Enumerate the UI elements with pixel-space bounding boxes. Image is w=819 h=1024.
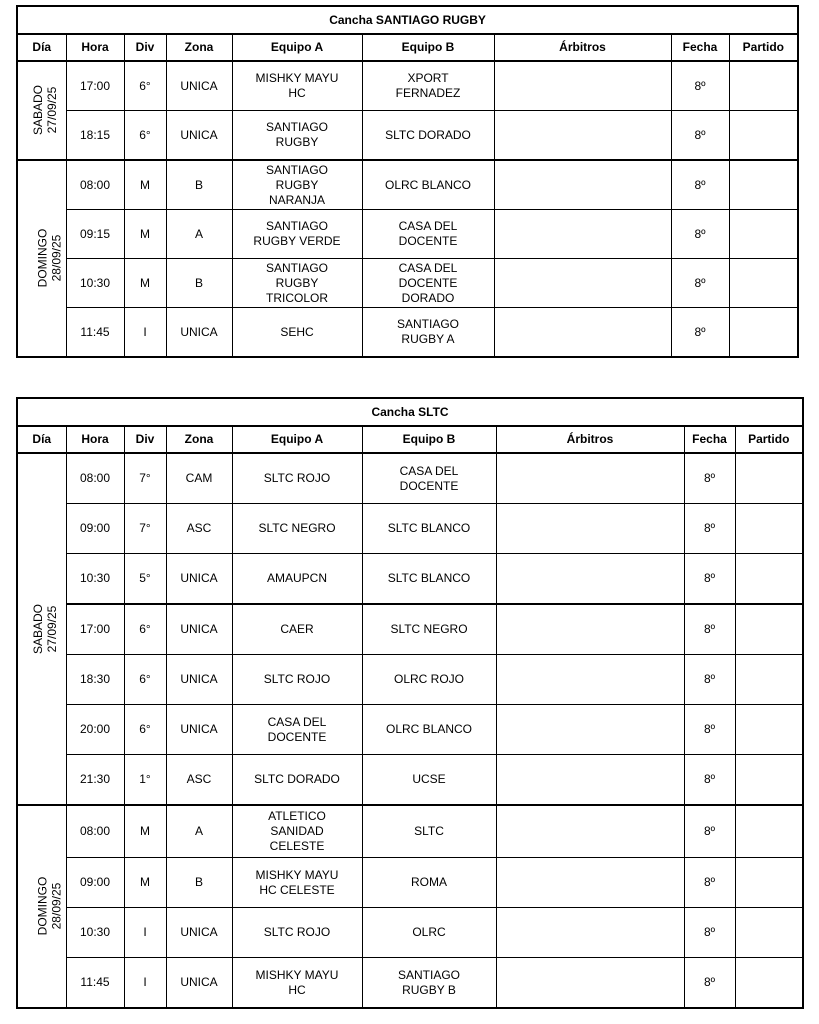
zona-cell: B <box>166 858 232 908</box>
fecha-cell: 8º <box>671 308 729 358</box>
day-label <box>35 877 63 936</box>
team-a-cell: SLTC DORADO <box>232 755 362 806</box>
div-cell: I <box>124 308 166 358</box>
arbitros-cell <box>494 210 671 259</box>
fecha-cell: 8º <box>684 504 735 554</box>
div-cell: 6° <box>124 111 166 161</box>
table-row <box>17 755 803 806</box>
team-b-cell: OLRC <box>362 908 496 958</box>
table-row <box>17 61 798 111</box>
partido-cell <box>729 61 798 111</box>
col-header-partido: Partido <box>735 426 803 453</box>
zona-cell: A <box>166 805 232 858</box>
team-b-cell: CASA DEL DOCENTE <box>362 210 494 259</box>
partido-cell <box>735 504 803 554</box>
div-cell: M <box>124 160 166 210</box>
zona-cell: UNICA <box>166 655 232 705</box>
arbitros-cell <box>496 805 684 858</box>
col-header-fecha: Fecha <box>684 426 735 453</box>
col-header-arbitros: Árbitros <box>496 426 684 453</box>
team-b-cell: SANTIAGO RUGBY A <box>362 308 494 358</box>
arbitros-cell <box>496 453 684 504</box>
col-header-equipo-b: Equipo B <box>362 426 496 453</box>
fecha-cell: 8º <box>671 160 729 210</box>
hora-cell: 08:00 <box>66 160 124 210</box>
team-a-cell: MISHKY MAYU HC CELESTE <box>232 858 362 908</box>
day-name: DOMINGO <box>35 876 50 936</box>
arbitros-cell <box>496 504 684 554</box>
div-cell: M <box>124 259 166 308</box>
arbitros-cell <box>494 61 671 111</box>
div-cell: 7° <box>124 504 166 554</box>
hora-cell: 11:45 <box>66 308 124 358</box>
hora-cell: 18:30 <box>66 655 124 705</box>
col-header-div: Div <box>124 34 166 61</box>
partido-cell <box>729 308 798 358</box>
hora-cell: 11:45 <box>66 958 124 1009</box>
fecha-cell: 8º <box>684 604 735 655</box>
col-header-equipo-a: Equipo A <box>232 426 362 453</box>
zona-cell: CAM <box>166 453 232 504</box>
zona-cell: UNICA <box>166 111 232 161</box>
zona-cell: UNICA <box>166 554 232 605</box>
div-cell: 6° <box>124 655 166 705</box>
div-cell: 7° <box>124 453 166 504</box>
day-name: DOMINGO <box>35 228 50 288</box>
arbitros-cell <box>496 858 684 908</box>
col-header-arbitros: Árbitros <box>494 34 671 61</box>
fecha-cell: 8º <box>671 259 729 308</box>
partido-cell <box>735 604 803 655</box>
partido-cell <box>735 655 803 705</box>
day-cell <box>17 160 66 357</box>
hora-cell: 10:30 <box>66 554 124 605</box>
partido-cell <box>735 554 803 605</box>
fecha-cell: 8º <box>684 858 735 908</box>
day-cell <box>17 61 66 160</box>
partido-cell <box>729 210 798 259</box>
div-cell: M <box>124 858 166 908</box>
fecha-cell: 8º <box>671 210 729 259</box>
hora-cell: 17:00 <box>66 61 124 111</box>
day-date: 27/09/25 <box>45 605 60 652</box>
fecha-cell: 8º <box>684 705 735 755</box>
arbitros-cell <box>496 958 684 1009</box>
hora-cell: 08:00 <box>66 805 124 858</box>
team-b-cell: XPORT FERNADEZ <box>362 61 494 111</box>
col-header-equipo-a: Equipo A <box>232 34 362 61</box>
team-a-cell: CASA DEL DOCENTE <box>232 705 362 755</box>
team-b-cell: ROMA <box>362 858 496 908</box>
team-b-cell: OLRC BLANCO <box>362 160 494 210</box>
zona-cell: UNICA <box>166 908 232 958</box>
partido-cell <box>729 160 798 210</box>
partido-cell <box>735 858 803 908</box>
table-row <box>17 308 798 358</box>
team-a-cell: AMAUPCN <box>232 554 362 605</box>
fecha-cell: 8º <box>671 111 729 161</box>
col-header-partido: Partido <box>729 34 798 61</box>
fecha-cell: 8º <box>671 61 729 111</box>
day-cell <box>17 805 66 1008</box>
col-header-zona: Zona <box>166 34 232 61</box>
team-a-cell: SLTC NEGRO <box>232 504 362 554</box>
team-b-cell: OLRC ROJO <box>362 655 496 705</box>
arbitros-cell <box>494 259 671 308</box>
fecha-cell: 8º <box>684 453 735 504</box>
col-header-div: Div <box>124 426 166 453</box>
hora-cell: 09:15 <box>66 210 124 259</box>
col-header-hora: Hora <box>66 426 124 453</box>
hora-cell: 10:30 <box>66 908 124 958</box>
zona-cell: UNICA <box>166 705 232 755</box>
zona-cell: ASC <box>166 755 232 806</box>
table-row <box>17 504 803 554</box>
day-label <box>31 85 59 135</box>
hora-cell: 08:00 <box>66 453 124 504</box>
col-header-dia: Día <box>17 34 66 61</box>
hora-cell: 18:15 <box>66 111 124 161</box>
day-label <box>31 603 59 653</box>
table-title: Cancha SLTC <box>17 398 803 426</box>
day-date: 28/09/25 <box>49 882 64 930</box>
team-a-cell: SLTC ROJO <box>232 908 362 958</box>
div-cell: I <box>124 958 166 1009</box>
arbitros-cell <box>496 655 684 705</box>
col-header-zona: Zona <box>166 426 232 453</box>
day-name: SABADO <box>31 84 46 136</box>
hora-cell: 20:00 <box>66 705 124 755</box>
partido-cell <box>735 453 803 504</box>
team-b-cell: SLTC DORADO <box>362 111 494 161</box>
table-row <box>17 655 803 705</box>
div-cell: 5° <box>124 554 166 605</box>
team-a-cell: MISHKY MAYU HC <box>232 958 362 1009</box>
team-a-cell: SANTIAGO RUGBY NARANJA <box>232 160 362 210</box>
arbitros-cell <box>496 908 684 958</box>
fecha-cell: 8º <box>684 554 735 605</box>
team-a-cell: SANTIAGO RUGBY TRICOLOR <box>232 259 362 308</box>
zona-cell: ASC <box>166 504 232 554</box>
team-b-cell: CASA DEL DOCENTE DORADO <box>362 259 494 308</box>
partido-cell <box>735 908 803 958</box>
hora-cell: 09:00 <box>66 858 124 908</box>
partido-cell <box>735 705 803 755</box>
partido-cell <box>729 259 798 308</box>
team-b-cell: SLTC <box>362 805 496 858</box>
arbitros-cell <box>494 111 671 161</box>
fecha-cell: 8º <box>684 805 735 858</box>
table-row <box>17 858 803 908</box>
day-name: SABADO <box>31 603 46 654</box>
team-a-cell: SEHC <box>232 308 362 358</box>
team-b-cell: SANTIAGO RUGBY B <box>362 958 496 1009</box>
col-header-dia: Día <box>17 426 66 453</box>
zona-cell: B <box>166 259 232 308</box>
arbitros-cell <box>494 308 671 358</box>
hora-cell: 10:30 <box>66 259 124 308</box>
div-cell: 6° <box>124 705 166 755</box>
col-header-equipo-b: Equipo B <box>362 34 494 61</box>
day-date: 27/09/25 <box>45 86 60 134</box>
partido-cell <box>735 805 803 858</box>
table-title: Cancha SANTIAGO RUGBY <box>17 6 798 34</box>
div-cell: M <box>124 210 166 259</box>
table-row <box>17 259 798 308</box>
hora-cell: 21:30 <box>66 755 124 806</box>
table-row <box>17 908 803 958</box>
fecha-cell: 8º <box>684 958 735 1009</box>
zona-cell: UNICA <box>166 308 232 358</box>
fecha-cell: 8º <box>684 655 735 705</box>
arbitros-cell <box>496 755 684 806</box>
div-cell: 6° <box>124 61 166 111</box>
team-a-cell: ATLETICO SANIDAD CELESTE <box>232 805 362 858</box>
team-b-cell: CASA DEL DOCENTE <box>362 453 496 504</box>
table-row <box>17 958 803 1009</box>
div-cell: 6° <box>124 604 166 655</box>
zona-cell: UNICA <box>166 61 232 111</box>
div-cell: 1° <box>124 755 166 806</box>
team-a-cell: SLTC ROJO <box>232 453 362 504</box>
partido-cell <box>735 958 803 1009</box>
table-row <box>17 453 803 504</box>
team-b-cell: SLTC BLANCO <box>362 554 496 605</box>
team-a-cell: CAER <box>232 604 362 655</box>
day-label <box>35 229 63 288</box>
partido-cell <box>735 755 803 806</box>
team-a-cell: SANTIAGO RUGBY <box>232 111 362 161</box>
team-a-cell: MISHKY MAYU HC <box>232 61 362 111</box>
fecha-cell: 8º <box>684 755 735 806</box>
hora-cell: 17:00 <box>66 604 124 655</box>
team-a-cell: SANTIAGO RUGBY VERDE <box>232 210 362 259</box>
zona-cell: B <box>166 160 232 210</box>
col-header-hora: Hora <box>66 34 124 61</box>
table-row <box>17 210 798 259</box>
zona-cell: A <box>166 210 232 259</box>
table-row <box>17 805 803 858</box>
schedule-table-santiago-rugby <box>16 5 799 358</box>
table-row <box>17 160 798 210</box>
arbitros-cell <box>496 604 684 655</box>
partido-cell <box>729 111 798 161</box>
arbitros-cell <box>496 705 684 755</box>
div-cell: I <box>124 908 166 958</box>
team-b-cell: UCSE <box>362 755 496 806</box>
table-row <box>17 554 803 605</box>
schedule-table-sltc <box>16 397 804 1009</box>
col-header-fecha: Fecha <box>671 34 729 61</box>
team-b-cell: SLTC BLANCO <box>362 504 496 554</box>
table-row <box>17 604 803 655</box>
table-row <box>17 111 798 161</box>
table-row <box>17 705 803 755</box>
div-cell: M <box>124 805 166 858</box>
day-date: 28/09/25 <box>49 234 64 282</box>
day-cell <box>17 453 66 805</box>
team-a-cell: SLTC ROJO <box>232 655 362 705</box>
arbitros-cell <box>496 554 684 605</box>
zona-cell: UNICA <box>166 604 232 655</box>
arbitros-cell <box>494 160 671 210</box>
zona-cell: UNICA <box>166 958 232 1009</box>
team-b-cell: OLRC BLANCO <box>362 705 496 755</box>
hora-cell: 09:00 <box>66 504 124 554</box>
fecha-cell: 8º <box>684 908 735 958</box>
team-b-cell: SLTC NEGRO <box>362 604 496 655</box>
